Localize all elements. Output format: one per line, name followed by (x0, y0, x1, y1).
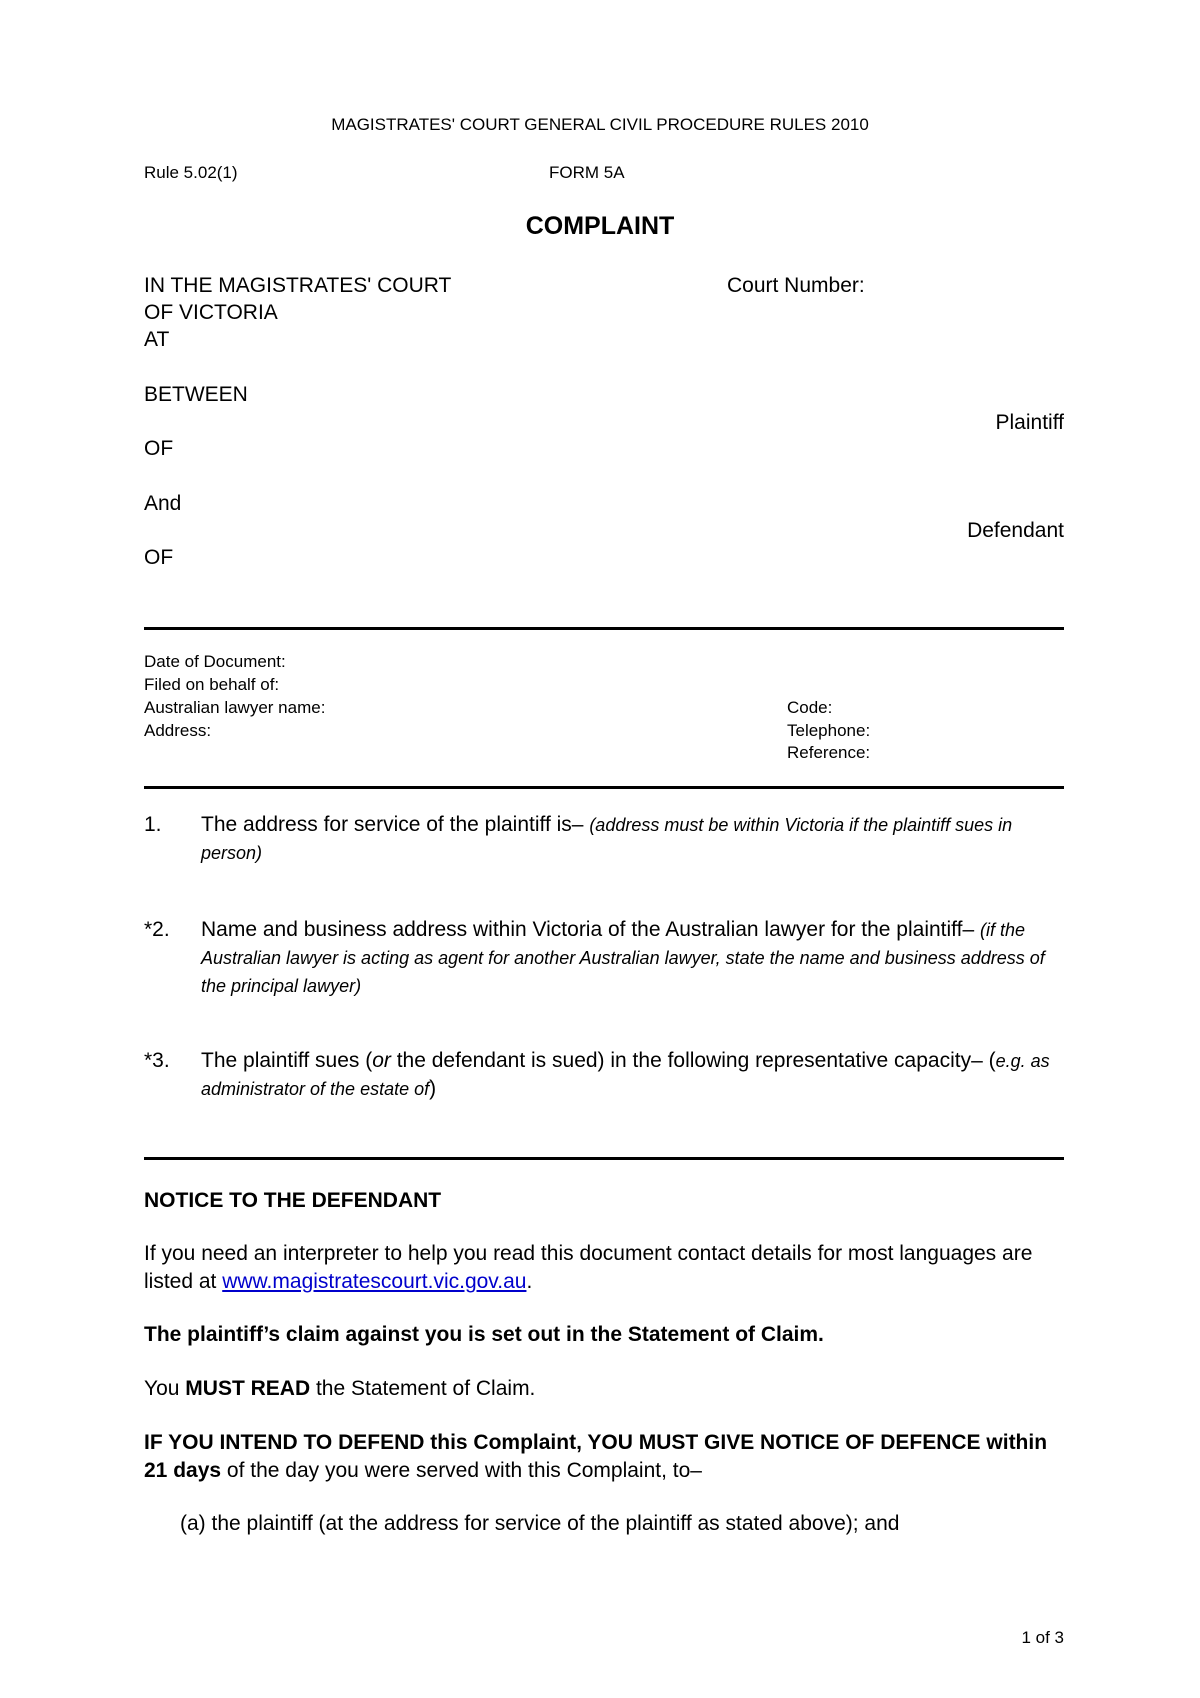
telephone-label: Telephone: (787, 721, 871, 740)
defend-rest: of the day you were served with this Complaint, to– (221, 1459, 702, 1482)
document-title: COMPLAINT (525, 212, 675, 240)
rules-title: MAGISTRATES' COURT GENERAL CIVIL PROCEDURE RULES 2010 (331, 115, 869, 134)
date-of-document-label: Date of Document: (144, 652, 286, 671)
and-label: And (144, 492, 182, 515)
item-3-part-c: ) (429, 1077, 437, 1100)
must-read-paragraph (144, 1375, 1064, 1403)
item-3-note: e.g. as administrator of the estate of (201, 1051, 1050, 1099)
divider-bottom (144, 1157, 1064, 1160)
page-number: 1 of 3 (1021, 1628, 1064, 1647)
court-line-2: OF VICTORIA (144, 301, 278, 324)
interpreter-paragraph (144, 1240, 1064, 1296)
must-read-a: You (144, 1377, 186, 1400)
item-3-part-b: the defendant is sued) in the following representative capacity– ( (390, 1049, 996, 1072)
item-1-note: (address must be within Victoria if the plaintiff sues in person) (201, 815, 1013, 863)
magistrates-court-link[interactable]: www.magistratescourt.vic.gov.au (222, 1270, 527, 1293)
interpreter-end: . (526, 1270, 533, 1293)
item-3-or: or (372, 1049, 391, 1072)
address-label: Address: (144, 721, 212, 740)
form-reference: FORM 5A (549, 163, 625, 182)
reference-label: Reference: (787, 743, 871, 762)
divider-middle (144, 786, 1064, 789)
between-label: BETWEEN (144, 383, 248, 406)
defend-paragraph (144, 1429, 1064, 1485)
claim-statement: The plaintiff’s claim against you is set out in the Statement of Claim. (144, 1323, 824, 1346)
plaintiff-of-label: OF (144, 437, 174, 460)
must-read-b: MUST READ (185, 1377, 311, 1400)
court-line-3: AT (144, 328, 170, 351)
court-number-label: Court Number: (727, 274, 865, 297)
lawyer-name-label: Australian lawyer name: (144, 698, 326, 717)
defendant-of-label: OF (144, 546, 174, 569)
rule-reference: Rule 5.02(1) (144, 163, 238, 182)
defendant-label: Defendant (967, 519, 1064, 542)
item-2-number: *2. (144, 918, 170, 941)
court-line-1: IN THE MAGISTRATES' COURT (144, 274, 452, 297)
item-3-text (201, 1047, 1061, 1103)
item-1-text (201, 811, 1061, 867)
divider-top (144, 627, 1064, 630)
interpreter-text: If you need an interpreter to help you read this document contact details for most languages are listed at (144, 1242, 1033, 1293)
notice-heading: NOTICE TO THE DEFENDANT (144, 1189, 442, 1212)
must-read-c: the Statement of Claim. (310, 1377, 536, 1400)
point-a: (a) the plaintiff (at the address for service of the plaintiff as stated above); and (180, 1512, 900, 1535)
item-1-main: The address for service of the plaintiff is– (201, 813, 590, 836)
item-3-part-a: The plaintiff sues ( (201, 1049, 373, 1072)
defend-bold: IF YOU INTEND TO DEFEND this Complaint, YOU MUST GIVE NOTICE OF DEFENCE within 21 days (144, 1431, 1048, 1482)
item-2-main: Name and business address within Victoria of the Australian lawyer for the plaintiff– (201, 918, 980, 941)
item-3-number: *3. (144, 1049, 170, 1072)
item-2-text (201, 916, 1061, 1000)
item-1-number: 1. (144, 813, 162, 836)
item-2-note: (if the Australian lawyer is acting as agent for another Australian lawyer, state the name and business address of the principal lawyer) (201, 920, 1045, 996)
plaintiff-label: Plaintiff (995, 411, 1064, 434)
code-label: Code: (787, 698, 833, 717)
filed-on-behalf-label: Filed on behalf of: (144, 675, 280, 694)
